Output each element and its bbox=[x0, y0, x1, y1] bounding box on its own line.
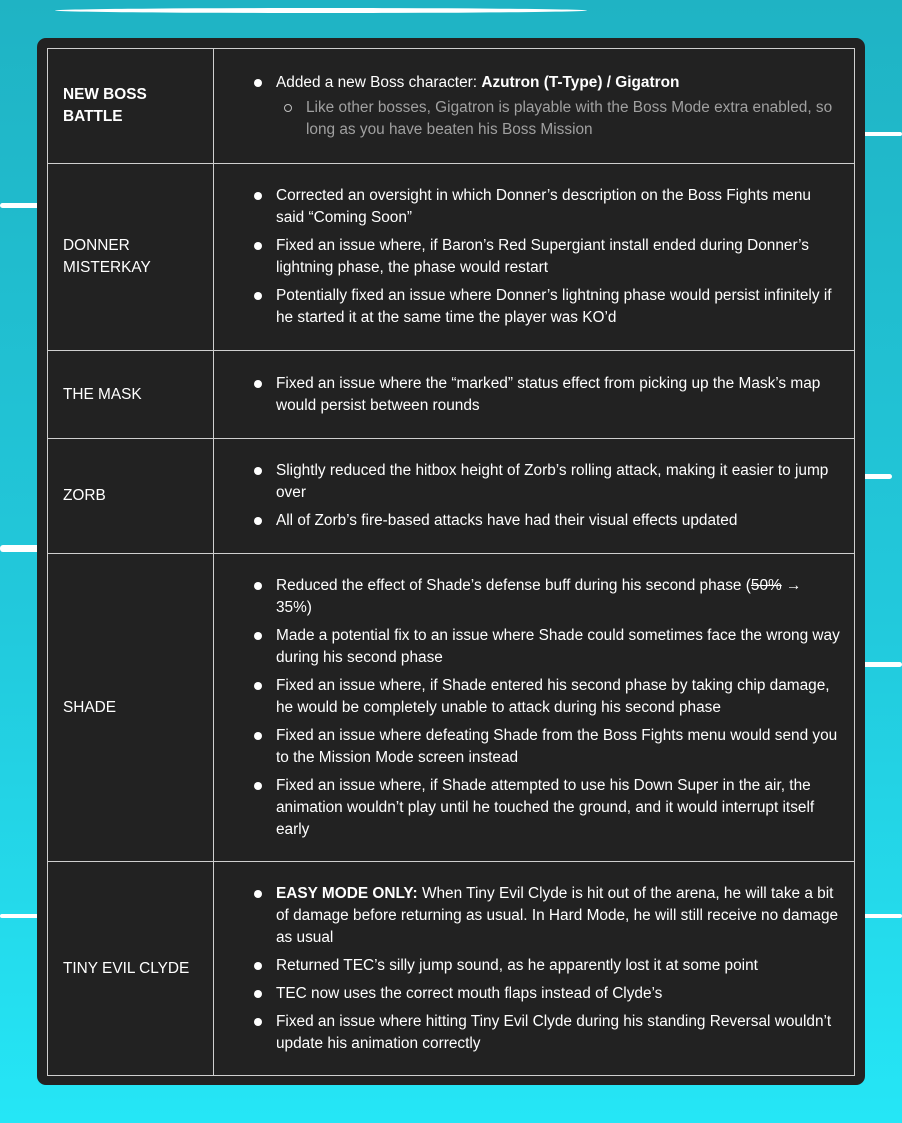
patch-notes-panel bbox=[37, 38, 865, 1085]
list-item: Fixed an issue where, if Shade entered his second phase by taking chip damage, he would be completely unable to attack during his second phase bbox=[276, 675, 840, 719]
row-category: DONNER MISTERKAY bbox=[48, 164, 214, 351]
change-list bbox=[228, 373, 840, 417]
row-category: THE MASK bbox=[48, 351, 214, 439]
mode-label: EASY MODE ONLY: bbox=[276, 884, 418, 902]
background-streak bbox=[0, 545, 40, 552]
table-row bbox=[48, 862, 855, 1076]
list-item: Returned TEC’s silly jump sound, as he apparently lost it at some point bbox=[276, 955, 840, 977]
row-category: ZORB bbox=[48, 439, 214, 554]
patch-notes-table bbox=[47, 48, 855, 1076]
background-streak bbox=[0, 914, 40, 918]
row-category: SHADE bbox=[48, 554, 214, 862]
old-value: 50% bbox=[750, 576, 782, 594]
table-row bbox=[48, 439, 855, 554]
list-item: Made a potential fix to an issue where Shade could sometimes face the wrong way during his second phase bbox=[276, 625, 840, 669]
list-item: Corrected an oversight in which Donner’s description on the Boss Fights menu said “Coming Soon” bbox=[276, 185, 840, 229]
table-row bbox=[48, 164, 855, 351]
change-text: When Tiny Evil Clyde is hit out of the arena, he will take a bit of damage before returning as usual. In Hard Mode, he will still receive no damage as usual bbox=[276, 884, 839, 946]
list-item: Fixed an issue where defeating Shade from the Boss Fights menu would send you to the Mission Mode screen instead bbox=[276, 725, 840, 769]
list-item: TEC now uses the correct mouth flaps instead of Clyde’s bbox=[276, 983, 840, 1005]
list-item: Potentially fixed an issue where Donner’s lightning phase would persist infinitely if he started it at the same time the player was KO’d bbox=[276, 285, 840, 329]
table-row bbox=[48, 49, 855, 164]
new-value: → 35%) bbox=[276, 576, 802, 616]
list-item: Fixed an issue where, if Baron’s Red Supergiant install ended during Donner’s lightning phase, the phase would restart bbox=[276, 235, 840, 279]
row-changes bbox=[214, 49, 855, 164]
change-list bbox=[228, 575, 840, 841]
list-item: Fixed an issue where hitting Tiny Evil Clyde during his standing Reversal wouldn’t update his animation correctly bbox=[276, 1011, 840, 1055]
change-text: Reduced the effect of Shade’s defense buff during his second phase ( bbox=[276, 576, 751, 594]
change-list bbox=[228, 185, 840, 329]
row-changes bbox=[214, 351, 855, 439]
row-category: NEW BOSS BATTLE bbox=[48, 49, 214, 164]
row-category: TINY EVIL CLYDE bbox=[48, 862, 214, 1076]
list-item bbox=[276, 575, 840, 619]
list-item: All of Zorb’s fire-based attacks have had their visual effects updated bbox=[276, 510, 840, 532]
list-item bbox=[276, 883, 840, 949]
row-changes bbox=[214, 164, 855, 351]
change-text: Added a new Boss character: bbox=[276, 73, 482, 91]
table-row bbox=[48, 554, 855, 862]
change-list bbox=[228, 72, 840, 141]
change-list bbox=[228, 883, 840, 1055]
change-list bbox=[228, 460, 840, 532]
list-item bbox=[276, 72, 840, 141]
list-item: Fixed an issue where the “marked” status effect from picking up the Mask’s map would persist between rounds bbox=[276, 373, 840, 417]
background-streak bbox=[0, 203, 40, 208]
sub-list-item: Like other bosses, Gigatron is playable with the Boss Mode extra enabled, so long as you have beaten his Boss Mission bbox=[306, 97, 840, 141]
background-streak bbox=[55, 8, 587, 13]
row-changes bbox=[214, 862, 855, 1076]
list-item: Slightly reduced the hitbox height of Zorb’s rolling attack, making it easier to jump over bbox=[276, 460, 840, 504]
boss-name: Azutron (T-Type) / Gigatron bbox=[481, 73, 680, 91]
list-item: Fixed an issue where, if Shade attempted to use his Down Super in the air, the animation wouldn’t play until he touched the ground, and it would interrupt itself early bbox=[276, 775, 840, 841]
row-changes bbox=[214, 554, 855, 862]
table-row bbox=[48, 351, 855, 439]
sub-change-list bbox=[276, 97, 840, 141]
row-changes bbox=[214, 439, 855, 554]
